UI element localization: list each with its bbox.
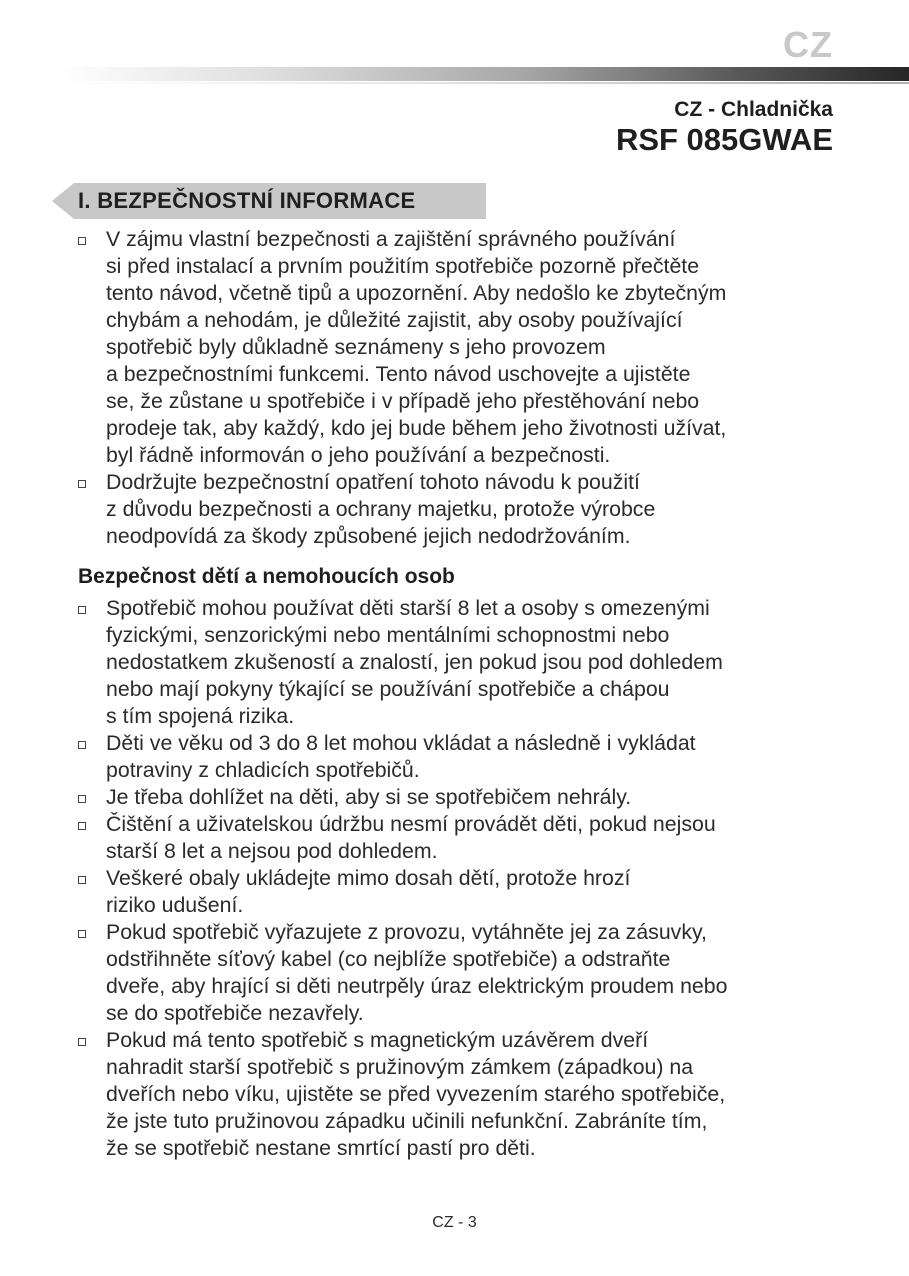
page-number: CZ - 3 (432, 1214, 477, 1231)
children-list (76, 595, 846, 1162)
item-line: byl řádně informován o jeho používání a bezpečnosti. (106, 443, 611, 467)
list-item (76, 469, 846, 550)
item-line: nahradit starší spotřebič s pružinovým zámkem (západkou) na (106, 1055, 694, 1079)
list-item (76, 730, 846, 784)
list-item (76, 784, 846, 811)
item-line: dveřích nebo víku, ujistěte se před vyvezením starého spotřebiče, (106, 1082, 726, 1106)
item-line: Pokud má tento spotřebič s magnetickým uzávěrem dveří (106, 1028, 649, 1052)
model-name: RSF 085GWAE (615, 122, 833, 157)
list-item (76, 811, 846, 865)
item-line: že jste tuto pružinovou západku učinili nefunkční. Zabráníte tím, (106, 1109, 708, 1133)
list-item (76, 919, 846, 1027)
item-line: se, že zůstane u spotřebiče i v případě jeho přestěhování nebo (106, 389, 700, 413)
header-gradient-bar (58, 67, 909, 81)
square-bullet-icon (78, 876, 86, 884)
language-code: CZ (783, 24, 833, 65)
item-line: Veškeré obaly ukládejte mimo dosah dětí, protože hrozí (106, 866, 631, 890)
item-line: neodpovídá za škody způsobené jejich nedodržováním. (106, 524, 631, 548)
children-list-container (76, 595, 846, 1162)
item-line: nebo mají pokyny týkající se používání spotřebiče a chápou (106, 677, 670, 701)
item-line: Je třeba dohlížet na děti, aby si se spotřebičem nehrály. (106, 785, 632, 809)
list-item (76, 226, 846, 469)
document-subtitle: CZ - Chladnička (674, 98, 833, 121)
item-line: Čištění a uživatelskou údržbu nesmí provádět děti, pokud nejsou (106, 812, 716, 836)
list-item (76, 595, 846, 730)
square-bullet-icon (78, 480, 86, 488)
item-line: s tím spojená rizika. (106, 704, 295, 728)
item-line: Pokud spotřebič vyřazujete z provozu, vytáhněte jej za zásuvky, (106, 920, 707, 944)
item-line: prodeje tak, aby každý, kdo jej bude během jeho životnosti užívat, (106, 416, 727, 440)
square-bullet-icon (78, 795, 86, 803)
children-safety-heading: Bezpečnost dětí a nemohoucích osob (78, 565, 455, 588)
square-bullet-icon (78, 1038, 86, 1046)
square-bullet-icon (78, 237, 86, 245)
item-line: dveře, aby hrající si děti neutrpěly úraz elektrickým proudem nebo (106, 974, 728, 998)
item-line: tento návod, včetně tipů a upozornění. Aby nedošlo ke zbytečným (106, 281, 727, 305)
item-line: starší 8 let a nejsou pod dohledem. (106, 839, 438, 863)
title-block (616, 97, 833, 157)
item-line: Děti ve věku od 3 do 8 let mohou vkládat a následně i vykládat (106, 731, 696, 755)
section-title: I. BEZPEČNOSTNÍ INFORMACE (78, 188, 416, 213)
item-line: Spotřebič mohou používat děti starší 8 let a osoby s omezenými (106, 596, 710, 620)
intro-list-container (76, 226, 846, 550)
item-line: že se spotřebič nestane smrtící pastí pro děti. (106, 1136, 536, 1160)
list-item (76, 865, 846, 919)
item-line: riziko udušení. (106, 893, 244, 917)
item-line: z důvodu bezpečnosti a ochrany majetku, protože výrobce (106, 497, 656, 521)
item-line: se do spotřebiče nezavřely. (106, 1001, 364, 1025)
header-gradient-line (58, 82, 909, 84)
square-bullet-icon (78, 741, 86, 749)
item-line: fyzickými, senzorickými nebo mentálními schopnostmi nebo (106, 623, 670, 647)
item-line: a bezpečnostními funkcemi. Tento návod uschovejte a ujistěte (106, 362, 691, 386)
list-item (76, 1027, 846, 1162)
square-bullet-icon (78, 606, 86, 614)
item-line: Dodržujte bezpečnostní opatření tohoto návodu k použití (106, 470, 640, 494)
item-line: potraviny z chladicích spotřebičů. (106, 758, 420, 782)
item-line: chybám a nehodám, je důležité zajistit, aby osoby používající (106, 308, 683, 332)
item-line: si před instalací a prvním použitím spotřebiče pozorně přečtěte (106, 254, 700, 278)
item-line: nedostatkem zkušeností a znalostí, jen pokud jsou pod dohledem (106, 650, 723, 674)
item-line: odstřihněte síťový kabel (co nejblíže spotřebiče) a odstraňte (106, 947, 671, 971)
square-bullet-icon (78, 930, 86, 938)
item-line: spotřebič byly důkladně seznámeny s jeho provozem (106, 335, 606, 359)
square-bullet-icon (78, 822, 86, 830)
item-line: V zájmu vlastní bezpečnosti a zajištění správného používání (106, 227, 676, 251)
intro-list (76, 226, 846, 550)
